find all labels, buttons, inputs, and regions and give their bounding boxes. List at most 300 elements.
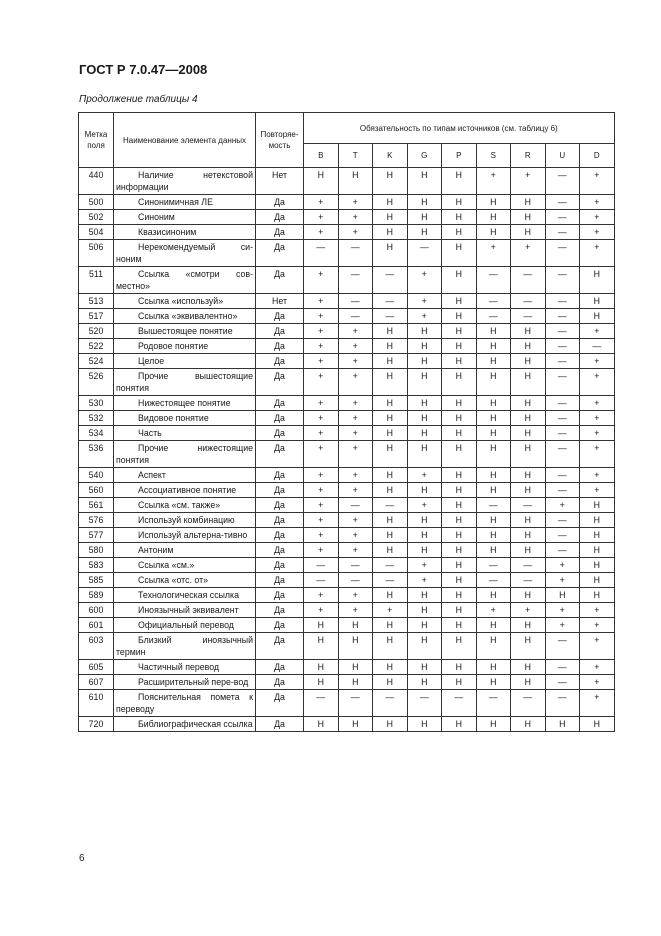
row-value: — bbox=[511, 690, 546, 717]
row-value: + bbox=[304, 267, 339, 294]
row-tag: 605 bbox=[79, 660, 114, 675]
row-name-text: Прочие вышестоящие понятия bbox=[116, 371, 253, 393]
row-value: + bbox=[338, 411, 373, 426]
row-name-text: Используй комбинацию bbox=[138, 515, 235, 525]
row-value: Н bbox=[511, 513, 546, 528]
row-value: + bbox=[476, 168, 511, 195]
row-value: — bbox=[545, 441, 580, 468]
row-name-text: Библиографическая ссылка bbox=[138, 719, 253, 729]
row-value: Н bbox=[580, 717, 615, 732]
row-value: — bbox=[545, 543, 580, 558]
table-row bbox=[79, 294, 615, 309]
row-name-text: Наличие нетекстовой информации bbox=[116, 170, 253, 192]
header-code: R bbox=[511, 144, 546, 168]
row-value: Н bbox=[442, 267, 477, 294]
row-value: Н bbox=[580, 558, 615, 573]
row-tag: 511 bbox=[79, 267, 114, 294]
row-value: + bbox=[580, 225, 615, 240]
row-value: + bbox=[580, 324, 615, 339]
row-value: Н bbox=[511, 396, 546, 411]
row-value: Н bbox=[407, 411, 442, 426]
row-value: + bbox=[407, 267, 442, 294]
row-value: Н bbox=[338, 660, 373, 675]
row-name bbox=[114, 267, 256, 294]
row-repeat: Да bbox=[256, 717, 304, 732]
row-value: Н bbox=[476, 528, 511, 543]
row-repeat: Да bbox=[256, 498, 304, 513]
row-value: + bbox=[580, 369, 615, 396]
row-tag: 561 bbox=[79, 498, 114, 513]
row-value: — bbox=[476, 309, 511, 324]
row-name bbox=[114, 618, 256, 633]
row-name-text: Нерекомендуемый си-ноним bbox=[116, 242, 253, 264]
row-name bbox=[114, 441, 256, 468]
row-value: Н bbox=[476, 618, 511, 633]
row-tag: 524 bbox=[79, 354, 114, 369]
row-value: Н bbox=[407, 441, 442, 468]
row-value: — bbox=[511, 498, 546, 513]
row-name bbox=[114, 588, 256, 603]
row-value: — bbox=[545, 168, 580, 195]
row-value: — bbox=[545, 225, 580, 240]
row-value: — bbox=[373, 309, 408, 324]
row-value: Н bbox=[511, 717, 546, 732]
row-value: Н bbox=[511, 324, 546, 339]
row-value: Н bbox=[338, 633, 373, 660]
row-value: + bbox=[304, 603, 339, 618]
row-value: + bbox=[407, 558, 442, 573]
table-row bbox=[79, 369, 615, 396]
row-tag: 440 bbox=[79, 168, 114, 195]
row-tag: 530 bbox=[79, 396, 114, 411]
row-value: + bbox=[304, 294, 339, 309]
row-value: + bbox=[545, 603, 580, 618]
header-code: D bbox=[580, 144, 615, 168]
row-value: Н bbox=[442, 618, 477, 633]
row-value: — bbox=[373, 267, 408, 294]
row-repeat: Да bbox=[256, 675, 304, 690]
row-name bbox=[114, 573, 256, 588]
row-value: Н bbox=[373, 210, 408, 225]
row-repeat: Да bbox=[256, 324, 304, 339]
row-value: — bbox=[338, 294, 373, 309]
row-value: Н bbox=[304, 675, 339, 690]
row-value: Н bbox=[476, 339, 511, 354]
row-value: — bbox=[545, 660, 580, 675]
row-repeat: Да bbox=[256, 660, 304, 675]
row-value: Н bbox=[442, 354, 477, 369]
row-value: Н bbox=[476, 324, 511, 339]
row-value: — bbox=[373, 690, 408, 717]
row-value: + bbox=[304, 324, 339, 339]
header-code: P bbox=[442, 144, 477, 168]
table-row bbox=[79, 168, 615, 195]
row-value: Н bbox=[373, 468, 408, 483]
header-repeat: Повторяе-мость bbox=[256, 113, 304, 168]
row-value: Н bbox=[442, 369, 477, 396]
table-row bbox=[79, 426, 615, 441]
row-value: Н bbox=[407, 618, 442, 633]
row-value: Н bbox=[511, 210, 546, 225]
row-value: + bbox=[338, 426, 373, 441]
row-repeat: Да bbox=[256, 633, 304, 660]
row-repeat: Да bbox=[256, 468, 304, 483]
row-value: Н bbox=[338, 618, 373, 633]
table-row bbox=[79, 225, 615, 240]
row-value: — bbox=[545, 354, 580, 369]
row-repeat: Да bbox=[256, 573, 304, 588]
row-value: Н bbox=[373, 660, 408, 675]
row-value: Н bbox=[442, 468, 477, 483]
row-value: + bbox=[580, 441, 615, 468]
row-value: — bbox=[338, 573, 373, 588]
row-value: Н bbox=[373, 528, 408, 543]
row-value: — bbox=[476, 498, 511, 513]
row-name-text: Прочие нижестоящие понятия bbox=[116, 443, 253, 465]
row-value: Н bbox=[373, 675, 408, 690]
row-repeat: Да bbox=[256, 210, 304, 225]
row-repeat: Да bbox=[256, 513, 304, 528]
row-value: Н bbox=[442, 558, 477, 573]
row-tag: 520 bbox=[79, 324, 114, 339]
row-name-text: Иноязычный эквивалент bbox=[138, 605, 239, 615]
row-value: + bbox=[407, 498, 442, 513]
table-row bbox=[79, 573, 615, 588]
row-value: + bbox=[580, 210, 615, 225]
row-name bbox=[114, 543, 256, 558]
row-value: Н bbox=[442, 441, 477, 468]
row-value: — bbox=[545, 294, 580, 309]
row-repeat: Да bbox=[256, 558, 304, 573]
row-tag: 526 bbox=[79, 369, 114, 396]
row-value: Н bbox=[407, 717, 442, 732]
row-repeat: Да bbox=[256, 354, 304, 369]
row-value: + bbox=[304, 543, 339, 558]
row-value: Н bbox=[407, 660, 442, 675]
row-value: Н bbox=[373, 717, 408, 732]
row-value: — bbox=[338, 558, 373, 573]
row-value: Н bbox=[442, 195, 477, 210]
table-row bbox=[79, 468, 615, 483]
row-value: Н bbox=[476, 225, 511, 240]
row-value: Н bbox=[373, 633, 408, 660]
row-repeat: Да bbox=[256, 528, 304, 543]
row-value: Н bbox=[476, 513, 511, 528]
row-repeat: Да bbox=[256, 618, 304, 633]
row-value: — bbox=[545, 690, 580, 717]
row-value: Н bbox=[442, 396, 477, 411]
row-value: + bbox=[304, 468, 339, 483]
row-value: + bbox=[545, 498, 580, 513]
table-row bbox=[79, 543, 615, 558]
table-row bbox=[79, 660, 615, 675]
row-value: Н bbox=[476, 543, 511, 558]
row-value: Н bbox=[476, 411, 511, 426]
row-value: Н bbox=[545, 717, 580, 732]
row-value: Н bbox=[304, 660, 339, 675]
row-value: Н bbox=[442, 675, 477, 690]
row-value: Н bbox=[407, 339, 442, 354]
row-value: — bbox=[476, 294, 511, 309]
row-tag: 540 bbox=[79, 468, 114, 483]
row-name-text: Ссылка «используй» bbox=[138, 296, 224, 306]
row-value: + bbox=[373, 603, 408, 618]
row-value: + bbox=[304, 354, 339, 369]
row-repeat: Да bbox=[256, 588, 304, 603]
row-repeat: Да bbox=[256, 603, 304, 618]
row-value: — bbox=[476, 267, 511, 294]
row-name bbox=[114, 396, 256, 411]
row-tag: 522 bbox=[79, 339, 114, 354]
row-value: Н bbox=[476, 441, 511, 468]
row-value: Н bbox=[476, 426, 511, 441]
row-name bbox=[114, 411, 256, 426]
row-value: Н bbox=[304, 633, 339, 660]
row-tag: 513 bbox=[79, 294, 114, 309]
row-value: Н bbox=[442, 339, 477, 354]
row-value: — bbox=[545, 267, 580, 294]
row-value: Н bbox=[476, 717, 511, 732]
row-value: — bbox=[338, 498, 373, 513]
row-value: Н bbox=[442, 603, 477, 618]
table-row bbox=[79, 411, 615, 426]
row-value: Н bbox=[511, 354, 546, 369]
row-name bbox=[114, 513, 256, 528]
row-value: Н bbox=[442, 498, 477, 513]
row-value: — bbox=[545, 324, 580, 339]
header-code: B bbox=[304, 144, 339, 168]
row-value: Н bbox=[511, 483, 546, 498]
row-tag: 502 bbox=[79, 210, 114, 225]
row-value: Н bbox=[373, 513, 408, 528]
row-value: + bbox=[338, 468, 373, 483]
row-name bbox=[114, 426, 256, 441]
row-value: + bbox=[580, 195, 615, 210]
row-value: + bbox=[304, 339, 339, 354]
header-tag: Метка поля bbox=[79, 113, 114, 168]
row-value: — bbox=[511, 294, 546, 309]
document-header: ГОСТ Р 7.0.47—2008 bbox=[79, 62, 208, 77]
row-tag: 601 bbox=[79, 618, 114, 633]
row-value: + bbox=[580, 240, 615, 267]
row-value: + bbox=[580, 411, 615, 426]
row-value: + bbox=[580, 396, 615, 411]
row-value: Н bbox=[407, 210, 442, 225]
row-value: Н bbox=[442, 543, 477, 558]
row-value: Н bbox=[442, 240, 477, 267]
row-name bbox=[114, 468, 256, 483]
row-value: Н bbox=[373, 618, 408, 633]
row-name bbox=[114, 309, 256, 324]
row-value: + bbox=[304, 513, 339, 528]
row-value: Н bbox=[580, 588, 615, 603]
row-value: Н bbox=[373, 369, 408, 396]
row-value: + bbox=[407, 468, 442, 483]
row-repeat: Да bbox=[256, 309, 304, 324]
row-value: + bbox=[304, 210, 339, 225]
row-name bbox=[114, 369, 256, 396]
row-name bbox=[114, 633, 256, 660]
row-value: Н bbox=[373, 396, 408, 411]
row-name bbox=[114, 294, 256, 309]
row-name bbox=[114, 354, 256, 369]
row-value: — bbox=[407, 690, 442, 717]
row-value: + bbox=[580, 690, 615, 717]
row-value: Н bbox=[442, 294, 477, 309]
row-tag: 720 bbox=[79, 717, 114, 732]
row-value: Н bbox=[373, 324, 408, 339]
row-value: Н bbox=[407, 603, 442, 618]
row-value: Н bbox=[373, 168, 408, 195]
row-value: + bbox=[407, 309, 442, 324]
row-name bbox=[114, 483, 256, 498]
row-value: + bbox=[304, 396, 339, 411]
row-value: Н bbox=[476, 369, 511, 396]
row-value: — bbox=[407, 240, 442, 267]
row-value: — bbox=[545, 528, 580, 543]
row-value: — bbox=[476, 558, 511, 573]
row-repeat: Да bbox=[256, 195, 304, 210]
row-value: Н bbox=[407, 513, 442, 528]
row-value: Н bbox=[476, 483, 511, 498]
header-code: U bbox=[545, 144, 580, 168]
row-value: + bbox=[338, 396, 373, 411]
row-value: + bbox=[511, 240, 546, 267]
row-value: — bbox=[476, 573, 511, 588]
row-value: Н bbox=[580, 573, 615, 588]
table-row bbox=[79, 324, 615, 339]
row-value: Н bbox=[511, 660, 546, 675]
row-value: + bbox=[304, 369, 339, 396]
table-row bbox=[79, 528, 615, 543]
row-name-text: Вышестоящее понятие bbox=[138, 326, 233, 336]
row-value: Н bbox=[511, 543, 546, 558]
header-name: Наименование элемента данных bbox=[114, 113, 256, 168]
row-value: + bbox=[511, 168, 546, 195]
row-value: Н bbox=[407, 588, 442, 603]
row-value: — bbox=[373, 294, 408, 309]
row-value: + bbox=[407, 573, 442, 588]
table-row bbox=[79, 339, 615, 354]
table-row bbox=[79, 354, 615, 369]
row-value: Н bbox=[442, 324, 477, 339]
row-repeat: Да bbox=[256, 339, 304, 354]
row-value: Н bbox=[407, 675, 442, 690]
row-value: Н bbox=[442, 528, 477, 543]
row-tag: 534 bbox=[79, 426, 114, 441]
row-name-text: Часть bbox=[138, 428, 162, 438]
row-value: + bbox=[304, 195, 339, 210]
header-code: T bbox=[338, 144, 373, 168]
row-value: — bbox=[304, 573, 339, 588]
row-value: + bbox=[580, 675, 615, 690]
row-value: — bbox=[338, 267, 373, 294]
row-value: + bbox=[304, 498, 339, 513]
row-name bbox=[114, 558, 256, 573]
row-value: + bbox=[304, 225, 339, 240]
row-value: Н bbox=[580, 543, 615, 558]
row-repeat: Да bbox=[256, 441, 304, 468]
row-name-text: Технологическая ссылка bbox=[138, 590, 239, 600]
row-tag: 589 bbox=[79, 588, 114, 603]
row-value: — bbox=[338, 690, 373, 717]
row-value: Н bbox=[442, 660, 477, 675]
row-value: Н bbox=[545, 588, 580, 603]
row-value: Н bbox=[407, 483, 442, 498]
row-value: Н bbox=[373, 240, 408, 267]
row-value: Н bbox=[407, 396, 442, 411]
row-value: — bbox=[545, 675, 580, 690]
row-value: + bbox=[338, 339, 373, 354]
row-name-text: Целое bbox=[138, 356, 165, 366]
table-row bbox=[79, 588, 615, 603]
row-value: Н bbox=[338, 717, 373, 732]
row-value: — bbox=[304, 240, 339, 267]
row-value: Н bbox=[338, 168, 373, 195]
row-value: — bbox=[545, 195, 580, 210]
row-name-text: Видовое понятие bbox=[138, 413, 209, 423]
row-value: — bbox=[304, 558, 339, 573]
row-value: Н bbox=[442, 411, 477, 426]
row-value: Н bbox=[373, 543, 408, 558]
row-value: Н bbox=[373, 411, 408, 426]
row-value: Н bbox=[511, 195, 546, 210]
row-value: — bbox=[545, 468, 580, 483]
row-value: + bbox=[580, 168, 615, 195]
row-value: Н bbox=[442, 483, 477, 498]
row-name bbox=[114, 675, 256, 690]
table-row bbox=[79, 513, 615, 528]
row-name bbox=[114, 498, 256, 513]
row-repeat: Да bbox=[256, 426, 304, 441]
row-value: Н bbox=[442, 426, 477, 441]
row-value: Н bbox=[511, 675, 546, 690]
row-tag: 603 bbox=[79, 633, 114, 660]
table-row bbox=[79, 210, 615, 225]
row-value: Н bbox=[580, 267, 615, 294]
row-tag: 560 bbox=[79, 483, 114, 498]
row-value: + bbox=[338, 528, 373, 543]
row-repeat: Да bbox=[256, 396, 304, 411]
row-value: Н bbox=[511, 225, 546, 240]
row-value: Н bbox=[511, 339, 546, 354]
row-value: Н bbox=[476, 468, 511, 483]
row-name-text: Ссылка «эквивалентно» bbox=[138, 311, 238, 321]
row-name-text: Синонимичная ЛЕ bbox=[138, 197, 213, 207]
row-tag: 585 bbox=[79, 573, 114, 588]
row-value: + bbox=[580, 354, 615, 369]
row-value: Н bbox=[511, 588, 546, 603]
row-value: Н bbox=[407, 633, 442, 660]
row-value: + bbox=[476, 240, 511, 267]
row-name bbox=[114, 225, 256, 240]
table-row bbox=[79, 441, 615, 468]
row-value: — bbox=[304, 690, 339, 717]
row-name-text: Используй альтерна-тивно bbox=[138, 530, 248, 540]
row-value: + bbox=[476, 603, 511, 618]
row-repeat: Да bbox=[256, 240, 304, 267]
row-value: — bbox=[545, 240, 580, 267]
row-value: Н bbox=[407, 543, 442, 558]
table-row bbox=[79, 675, 615, 690]
row-value: Н bbox=[407, 168, 442, 195]
row-value: — bbox=[545, 633, 580, 660]
table-row bbox=[79, 498, 615, 513]
row-repeat: Нет bbox=[256, 168, 304, 195]
data-table bbox=[78, 112, 615, 732]
table-caption: Продолжение таблицы 4 bbox=[79, 94, 198, 105]
row-repeat: Да bbox=[256, 411, 304, 426]
